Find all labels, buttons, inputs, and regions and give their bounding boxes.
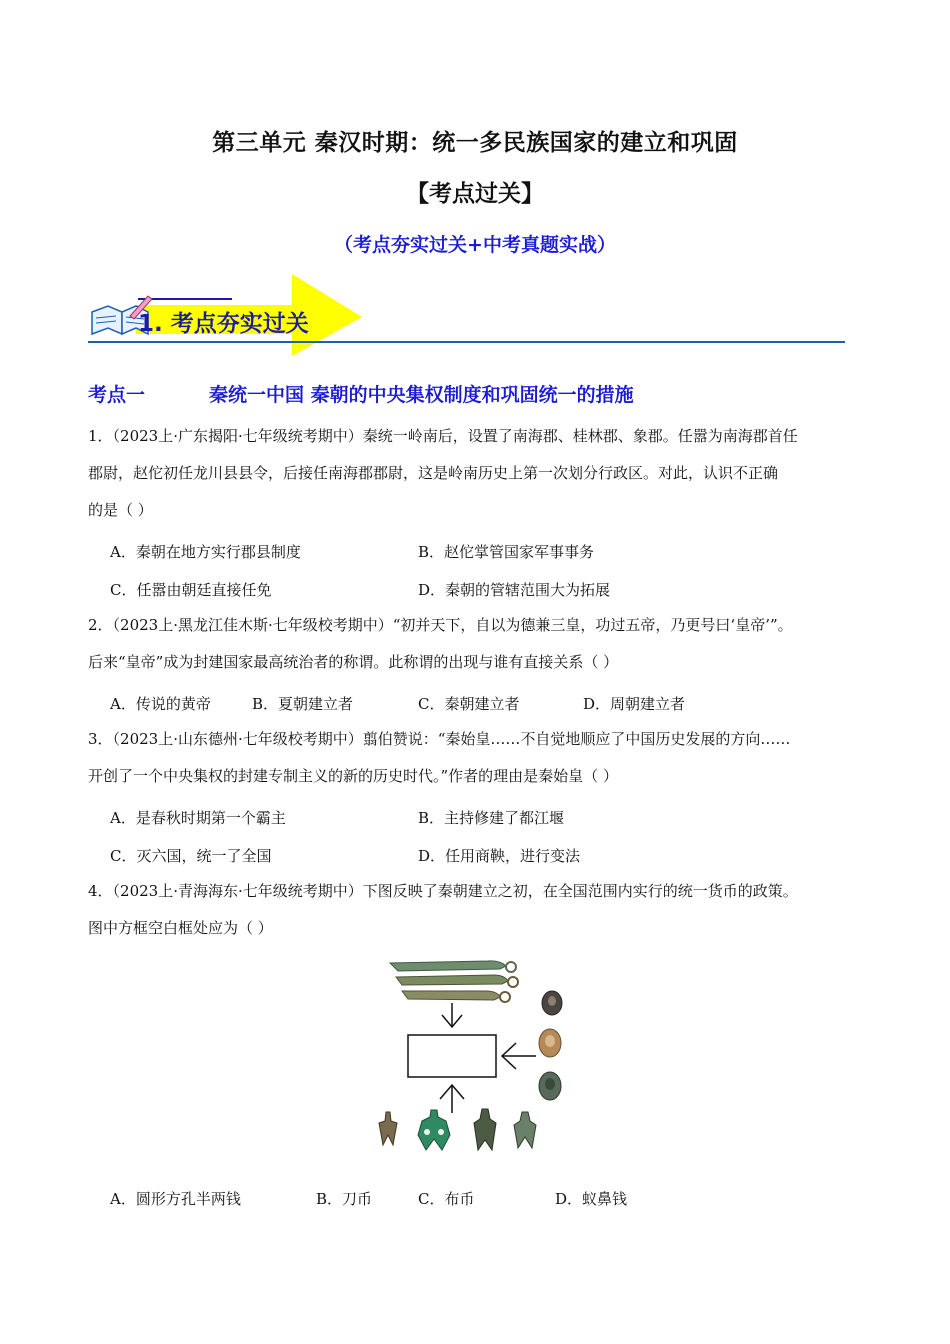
q1-option-c[interactable]: C．任嚣由朝廷直接任免	[110, 581, 272, 599]
page-title: 第三单元 秦汉时期：统一多民族国家的建立和巩固	[212, 130, 738, 156]
currency-unification-figure	[368, 955, 588, 1180]
q1-option-b[interactable]: B．赵佗掌管国家军事事务	[418, 543, 595, 561]
question-1-line-3: 的是（ ）	[88, 501, 153, 519]
q3-option-c[interactable]: C．灭六国，统一了全国	[110, 847, 272, 865]
question-4-line-2: 图中方框空白框处应为（ ）	[88, 919, 273, 937]
spade-coins-image	[379, 1109, 536, 1150]
question-1-line-2: 郡尉，赵佗初任龙川县县令，后接任南海郡郡尉，这是岭南历史上第一次划分行政区。对此，认识不正确	[88, 464, 779, 482]
question-3-line-2: 开创了一个中央集权的封建专制主义的新的历史时代。”作者的理由是秦始皇（ ）	[88, 767, 618, 785]
question-1	[88, 418, 858, 529]
q3-option-a[interactable]: A．是春秋时期第一个霸主	[110, 809, 286, 827]
page-blue-subtitle: （考点夯实过关+中考真题实战）	[334, 234, 616, 256]
q2-option-d[interactable]: D．周朝建立者	[583, 695, 686, 713]
q4-option-d[interactable]: D．蚁鼻钱	[555, 1190, 628, 1208]
question-2	[88, 607, 858, 681]
left-arrow-icon	[502, 1043, 536, 1069]
up-arrow-icon	[440, 1085, 464, 1113]
knife-coins-image	[390, 961, 518, 1002]
question-2-line-1: 2．（2023上·黑龙江佳木斯·七年级校考期中）“初并天下，自以为德兼三皇，功过五帝，乃更号曰‘皇帝’”。	[88, 616, 793, 634]
section-divider	[88, 341, 845, 343]
page-subtitle: 【考点过关】	[406, 181, 544, 207]
q4-option-c[interactable]: C．布币	[418, 1190, 475, 1208]
q1-option-d[interactable]: D．秦朝的管辖范围大为拓展	[418, 581, 611, 599]
section-title: 1. 考点夯实过关	[138, 311, 309, 337]
question-4-line-1: 4．（2023上·青海海东·七年级统考期中）下图反映了秦朝建立之初，在全国范围内实行的统一货币的政策。	[88, 882, 798, 900]
ant-nose-coins-image	[539, 991, 562, 1100]
q3-option-d[interactable]: D．任用商鞅，进行变法	[418, 847, 581, 865]
q3-option-b[interactable]: B．主持修建了都江堰	[418, 809, 565, 827]
down-arrow-icon	[442, 1003, 462, 1027]
q2-option-a[interactable]: A．传说的黄帝	[110, 695, 211, 713]
kaodian-topic: 秦统一中国 秦朝的中央集权制度和巩固统一的措施	[209, 384, 634, 406]
q4-option-a[interactable]: A．圆形方孔半两钱	[110, 1190, 241, 1208]
question-4	[88, 873, 858, 947]
question-3-line-1: 3．（2023上·山东德州·七年级校考期中）翦伯赞说：“秦始皇……不自觉地顺应了中国历史发展的方向……	[88, 730, 791, 748]
q2-option-b[interactable]: B．夏朝建立者	[252, 695, 354, 713]
q2-option-c[interactable]: C．秦朝建立者	[418, 695, 520, 713]
blank-answer-box	[408, 1035, 496, 1077]
question-3	[88, 721, 858, 795]
kaodian-label: 考点一	[88, 384, 146, 406]
question-1-line-1: 1．（2023上·广东揭阳·七年级统考期中）秦统一岭南后，设置了南海郡、桂林郡、象郡。任嚣为南海郡首任	[88, 427, 798, 445]
q4-option-b[interactable]: B．刀币	[316, 1190, 373, 1208]
question-2-line-2: 后来“皇帝”成为封建国家最高统治者的称谓。此称谓的出现与谁有直接关系（ ）	[88, 653, 619, 671]
q1-option-a[interactable]: A．秦朝在地方实行郡县制度	[110, 543, 301, 561]
